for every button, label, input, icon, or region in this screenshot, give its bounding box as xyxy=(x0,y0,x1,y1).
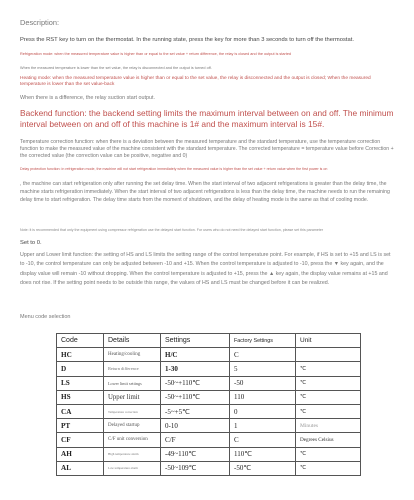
row-unit: ℃ xyxy=(296,390,361,404)
row-unit: ℃ xyxy=(296,461,361,475)
row-unit: Degrees Celsius xyxy=(296,433,361,447)
row-details: Heating/cooling xyxy=(104,348,161,362)
row-unit: ℃ xyxy=(296,376,361,390)
relay-suction-paragraph: When there is a difference, the relay suction start output. xyxy=(20,95,156,101)
menu-caption: Menu code selection xyxy=(20,314,71,320)
row-details: Delayed startup xyxy=(104,419,161,433)
row-settings: H/C xyxy=(161,348,230,362)
row-details: Temperature correction xyxy=(104,404,161,418)
description-title: Description: xyxy=(20,18,60,27)
row-factory: 1 xyxy=(230,419,296,433)
delay-protection-paragraph: Delay protection function: in refrigeration mode, the machine will not start refrigeration immediately when the measured value is higher than the set value + return value when the first power is on xyxy=(20,167,328,171)
row-code: CA xyxy=(57,404,104,418)
row-details: High temperature alarm xyxy=(104,447,161,461)
row-code: CF xyxy=(57,433,104,447)
row-factory: -50 xyxy=(230,376,296,390)
header-factory-settings: Factory Settings xyxy=(230,334,296,348)
row-code: LS xyxy=(57,376,104,390)
table-row xyxy=(57,461,361,475)
row-details: Lower limit settings xyxy=(104,376,161,390)
table-row xyxy=(57,447,361,461)
table-row xyxy=(57,390,361,404)
table-row xyxy=(57,419,361,433)
refrigeration-mode-paragraph: Refrigeration mode: when the measured temperature value is higher than or equal to the set value + return difference, the relay is closed and the output is started xyxy=(20,52,292,56)
row-code: PT xyxy=(57,419,104,433)
delay-protection-details: , the machine can start refrigeration only after running the set delay time. When the start interval of two adjacent refrigerations is greater than the delay time, the machine starts refrigeration immediately. When the start interval of two adjacent refrigerations is less than the delay time, the machine needs to run the remaining delay time to start refrigeration. The delay time starts from the moment of shutdown, and the delay of heating mode is the same as that of cooling mode. xyxy=(20,181,390,204)
row-factory: -50℃ xyxy=(230,461,296,475)
row-details: Return difference xyxy=(104,362,161,376)
backend-function-heading: Backend function: the backend setting limits the maximum interval between on and off. The minimum interval between on and off of this machine is 1# and the maximum interval is 15#. xyxy=(20,108,394,129)
row-unit: Minutes xyxy=(296,419,361,433)
heating-mode-paragraph: Heating mode: when the measured temperature value is higher than or equal to the set value, the relay is disconnected and the output is closed; When the measured temperature is lower than the set value-back xyxy=(20,76,371,87)
row-code: AH xyxy=(57,447,104,461)
row-settings: 0-10 xyxy=(161,419,230,433)
set-to-zero-text: Set to 0. xyxy=(20,240,42,246)
row-factory: 110 xyxy=(230,390,296,404)
row-settings: -50~+110℃ xyxy=(161,376,230,390)
row-factory: 0 xyxy=(230,404,296,418)
row-code: D xyxy=(57,362,104,376)
row-settings: -49~110℃ xyxy=(161,447,230,461)
row-factory: C xyxy=(230,433,296,447)
row-settings: -50~109℃ xyxy=(161,461,230,475)
compressor-note: Note: it is recommended that only the equipment using compressor refrigeration use the delayed start function. For users who do not need the delayed start function, please set this parameter xyxy=(20,228,324,232)
row-factory: C xyxy=(230,348,296,362)
description-power-paragraph: Press the RST key to turn on the thermostat. In the running state, press the key for more than 3 seconds to turn off the thermostat. xyxy=(20,37,354,43)
row-unit: ℃ xyxy=(296,447,361,461)
menu-code-table xyxy=(56,333,361,476)
row-unit xyxy=(296,348,361,362)
table-row xyxy=(57,433,361,447)
table-row xyxy=(57,348,361,362)
temperature-correction-paragraph: Temperature correction function: when there is a deviation between the measured temperature and the standard temperature, use the temperature correction function to make the measured value of the machine consistent with the standard temperature. The corrected temperature = temperature value before Correction + the corrected value (the correction value can be positive, negative and 0) xyxy=(20,139,394,159)
row-settings: 1-30 xyxy=(161,362,230,376)
table-row xyxy=(57,404,361,418)
row-details: Upper limit xyxy=(104,390,161,404)
header-settings: Settings xyxy=(161,334,230,348)
row-code: HC xyxy=(57,348,104,362)
row-settings: C/F xyxy=(161,433,230,447)
row-settings: -50~+110℃ xyxy=(161,390,230,404)
row-code: HS xyxy=(57,390,104,404)
row-details: C/F unit conversion xyxy=(104,433,161,447)
table-row xyxy=(57,362,361,376)
row-unit: ℃ xyxy=(296,362,361,376)
row-factory: 5 xyxy=(230,362,296,376)
header-code: Code xyxy=(57,334,104,348)
row-details: Low temperature alarm xyxy=(104,461,161,475)
row-unit: ℃ xyxy=(296,404,361,418)
header-details: Details xyxy=(104,334,161,348)
relay-off-paragraph: When the measured temperature is lower than the set value, the relay is disconnected and the output is turned off. xyxy=(20,66,212,70)
upper-lower-limit-paragraph: Upper and Lower limit function: the setting of HS and LS limits the setting range of the control temperature point. For example, if HS is set to +15 and LS is set to -10, the control temperature can only be adjusted between -10 and +15. When the control temperature is adjusted to -10, press the ▼ key again, and the display value will remain -10 without dropping. When the control temperature is adjusted to +15, press the ▲ key again, the display value remains at +15 and does not rise. If the setting point needs to be outside this range, the values of HS and LS must be changed before it can be realized. xyxy=(20,252,391,286)
row-factory: 110℃ xyxy=(230,447,296,461)
table-header-row xyxy=(57,334,361,348)
header-unit: Unit xyxy=(296,334,361,348)
row-code: AL xyxy=(57,461,104,475)
table-row xyxy=(57,376,361,390)
row-settings: -5~+5℃ xyxy=(161,404,230,418)
